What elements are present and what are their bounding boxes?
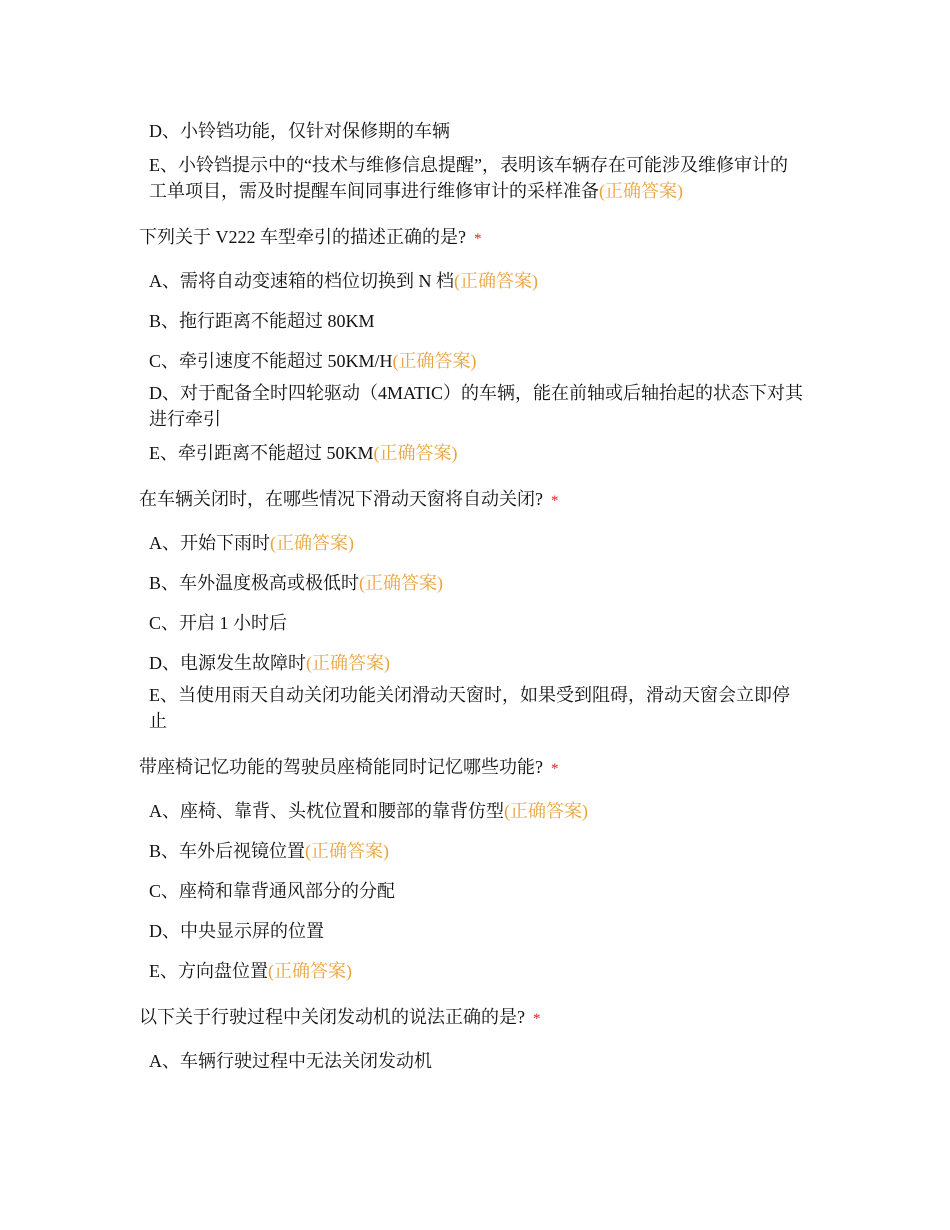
option-text: A、车辆行驶过程中无法关闭发动机 (149, 1051, 432, 1071)
option-e (139, 958, 804, 984)
option-text: C、座椅和靠背通风部分的分配 (149, 881, 396, 901)
option-a (139, 268, 804, 294)
correct-answer-mark: (正确答案) (504, 801, 588, 821)
required-mark: * (474, 231, 482, 247)
option-text: A、开始下雨时 (149, 533, 270, 553)
option-a (139, 1048, 804, 1074)
correct-answer-mark: (正确答案) (599, 181, 683, 201)
option-d (139, 650, 804, 676)
option-e (139, 152, 804, 204)
option-e (139, 440, 804, 466)
option-d (139, 118, 804, 144)
option-text: C、开启 1 小时后 (149, 613, 288, 633)
option-text: C、牵引速度不能超过 50KM/H (149, 351, 393, 371)
option-text: E、小铃铛提示中的“技术与维修信息提醒”，表明该车辆存在可能涉及维修审计的工单项目，需及时提醒车间同事进行维修审计的采样准备 (149, 155, 788, 201)
option-c (139, 348, 804, 374)
question-engine-off (139, 1004, 804, 1074)
required-mark: * (551, 761, 559, 777)
question-title (139, 486, 804, 514)
correct-answer-mark: (正确答案) (454, 271, 538, 291)
question-sunroof (139, 486, 804, 734)
question-title (139, 224, 804, 252)
option-b (139, 570, 804, 596)
correct-answer-mark: (正确答案) (373, 443, 458, 463)
required-mark: * (533, 1011, 541, 1027)
option-b (139, 308, 804, 334)
option-a (139, 530, 804, 556)
question-title-text: 下列关于 V222 车型牵引的描述正确的是? (139, 227, 466, 247)
option-text: B、车外后视镜位置 (149, 841, 306, 861)
question-seat-memory (139, 754, 804, 984)
question-title-text: 带座椅记忆功能的驾驶员座椅能同时记忆哪些功能? (139, 757, 543, 777)
option-b (139, 838, 804, 864)
option-text: D、电源发生故障时 (149, 653, 306, 673)
option-c (139, 878, 804, 904)
option-text: B、拖行距离不能超过 80KM (149, 311, 375, 331)
option-text: E、方向盘位置 (149, 961, 268, 981)
question-towing (139, 224, 804, 466)
correct-answer-mark: (正确答案) (270, 533, 354, 553)
option-e (139, 682, 804, 734)
survey-content (139, 118, 804, 1088)
question-title (139, 1004, 804, 1032)
option-text: A、座椅、靠背、头枕位置和腰部的靠背仿型 (149, 801, 504, 821)
option-text: E、当使用雨天自动关闭功能关闭滑动天窗时，如果受到阻碍，滑动天窗会立即停止 (149, 685, 790, 731)
correct-answer-mark: (正确答案) (268, 961, 352, 981)
option-text: E、牵引距离不能超过 50KM (149, 443, 374, 463)
question-title (139, 754, 804, 782)
question-title-text: 在车辆关闭时，在哪些情况下滑动天窗将自动关闭? (139, 489, 543, 509)
question-title-text: 以下关于行驶过程中关闭发动机的说法正确的是? (139, 1007, 525, 1027)
option-text: D、小铃铛功能，仅针对保修期的车辆 (149, 121, 450, 141)
required-mark: * (551, 493, 559, 509)
correct-answer-mark: (正确答案) (306, 653, 390, 673)
option-text: D、对于配备全时四轮驱动（4MATIC）的车辆，能在前轴或后轴抬起的状态下对其进行牵引 (149, 383, 803, 429)
option-a (139, 798, 804, 824)
correct-answer-mark: (正确答案) (359, 573, 444, 593)
option-text: B、车外温度极高或极低时 (149, 573, 360, 593)
option-d (139, 380, 804, 432)
option-text: A、需将自动变速箱的档位切换到 N 档 (149, 271, 454, 291)
option-d (139, 918, 804, 944)
option-text: D、中央显示屏的位置 (149, 921, 324, 941)
question-continued (139, 118, 804, 204)
correct-answer-mark: (正确答案) (305, 841, 390, 861)
correct-answer-mark: (正确答案) (392, 351, 477, 371)
option-c (139, 610, 804, 636)
